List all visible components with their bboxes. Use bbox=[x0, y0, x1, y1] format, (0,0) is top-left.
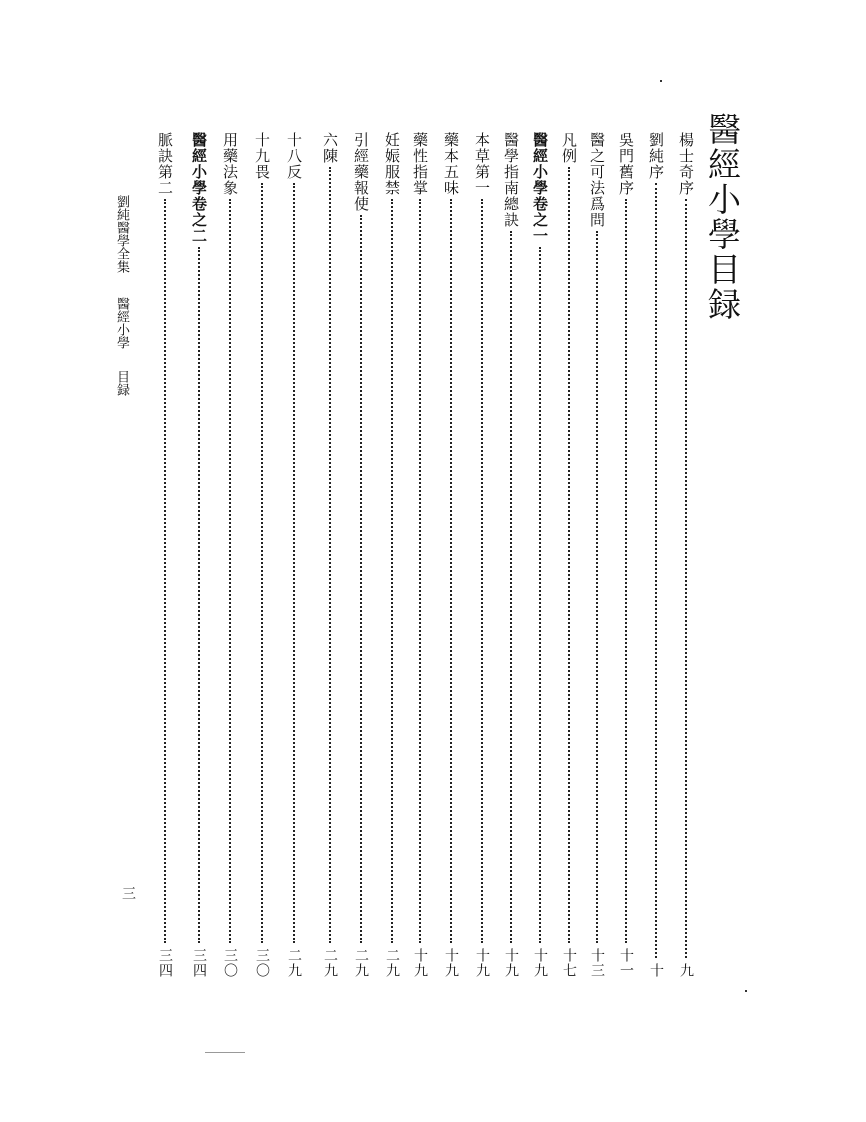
toc-entry bbox=[350, 132, 372, 978]
toc-entry bbox=[615, 132, 637, 978]
toc-entry bbox=[471, 132, 493, 978]
toc-entry-label: 妊娠服禁 bbox=[383, 132, 401, 196]
page-title: 醫經小學目録 bbox=[703, 112, 742, 322]
dot-leader bbox=[229, 199, 231, 943]
toc-entry-label: 用藥法象 bbox=[221, 132, 239, 196]
dot-leader bbox=[685, 199, 687, 958]
toc-entry-label: 藥本五味 bbox=[442, 132, 460, 196]
toc-entry-page: 十九 bbox=[474, 948, 490, 978]
scan-speck bbox=[660, 80, 662, 82]
running-header bbox=[112, 195, 130, 396]
toc-entry-label: 十九畏 bbox=[253, 132, 271, 180]
toc-entry-label: 劉純序 bbox=[647, 132, 665, 180]
toc-entry-label: 藥性指掌 bbox=[411, 132, 429, 196]
toc-entry bbox=[645, 132, 667, 978]
toc-entry bbox=[409, 132, 431, 978]
scan-speck bbox=[205, 1052, 245, 1053]
toc-entry bbox=[319, 132, 341, 978]
toc-entry-page: 十九 bbox=[412, 948, 428, 978]
toc-entry bbox=[500, 132, 522, 978]
toc-entry-label: 醫經小學卷之二 bbox=[190, 132, 208, 244]
toc-entry bbox=[154, 132, 176, 978]
toc-entry-label: 凡例 bbox=[560, 132, 578, 164]
toc-entry-label: 本草第一 bbox=[473, 132, 491, 196]
toc-entry bbox=[219, 132, 241, 978]
toc-entry-page: 十九 bbox=[443, 948, 459, 978]
dot-leader bbox=[419, 199, 421, 943]
toc-entry-page: 三四 bbox=[191, 948, 207, 978]
toc-entry bbox=[675, 132, 697, 978]
toc-entry-label: 十八反 bbox=[285, 132, 303, 180]
toc-entry-label: 吳門舊序 bbox=[617, 132, 635, 196]
dot-leader bbox=[539, 247, 541, 943]
toc-entry-label: 醫之可法爲問 bbox=[588, 132, 606, 228]
dot-leader bbox=[625, 199, 627, 943]
dot-leader bbox=[360, 215, 362, 943]
dot-leader bbox=[568, 167, 570, 943]
dot-leader bbox=[450, 199, 452, 943]
dot-leader bbox=[655, 183, 657, 958]
toc-entry bbox=[586, 132, 608, 978]
dot-leader bbox=[293, 183, 295, 943]
dot-leader bbox=[164, 199, 166, 943]
section-title: 目録 bbox=[114, 369, 129, 396]
dot-leader bbox=[596, 231, 598, 943]
dot-leader bbox=[481, 199, 483, 943]
toc-entry-page: 三四 bbox=[157, 948, 173, 978]
toc-entry bbox=[558, 132, 580, 978]
toc-entry-page: 二九 bbox=[286, 948, 302, 978]
collection-title: 劉純醫學全集 bbox=[114, 195, 129, 273]
toc-entry-page: 十三 bbox=[589, 948, 605, 978]
toc-entry bbox=[188, 132, 210, 978]
toc-entry bbox=[381, 132, 403, 978]
toc-entry-page: 三〇 bbox=[254, 948, 270, 978]
scan-speck bbox=[745, 990, 747, 992]
toc-entry-page: 十一 bbox=[618, 948, 634, 978]
toc-entry-label: 引經藥報使 bbox=[352, 132, 370, 212]
dot-leader bbox=[510, 231, 512, 943]
dot-leader bbox=[391, 199, 393, 943]
toc-entry-page: 九 bbox=[678, 963, 694, 978]
toc-entry bbox=[251, 132, 273, 978]
toc-entry-page: 二九 bbox=[353, 948, 369, 978]
dot-leader bbox=[261, 183, 263, 943]
toc-entry-label: 六陳 bbox=[321, 132, 339, 164]
dot-leader bbox=[198, 247, 200, 943]
toc-entry-page: 二九 bbox=[384, 948, 400, 978]
toc-entry bbox=[440, 132, 462, 978]
toc-entry-label: 脈訣第二 bbox=[156, 132, 174, 196]
toc-entry bbox=[529, 132, 551, 978]
toc-entry-page: 二九 bbox=[322, 948, 338, 978]
toc-entry-page: 十七 bbox=[561, 948, 577, 978]
toc-entry-page: 十 bbox=[648, 963, 664, 978]
toc-entry-label: 醫學指南總訣 bbox=[502, 132, 520, 228]
page-number: 三 bbox=[120, 886, 136, 900]
toc-entry-label: 醫經小學卷之一 bbox=[531, 132, 549, 244]
dot-leader bbox=[329, 167, 331, 943]
toc-entry-page: 十九 bbox=[503, 948, 519, 978]
toc-entry-label: 楊士奇序 bbox=[677, 132, 695, 196]
toc-entry bbox=[283, 132, 305, 978]
toc-entry-page: 十九 bbox=[532, 948, 548, 978]
book-title: 醫經小學 bbox=[114, 297, 129, 350]
toc-entry-page: 三〇 bbox=[222, 948, 238, 978]
